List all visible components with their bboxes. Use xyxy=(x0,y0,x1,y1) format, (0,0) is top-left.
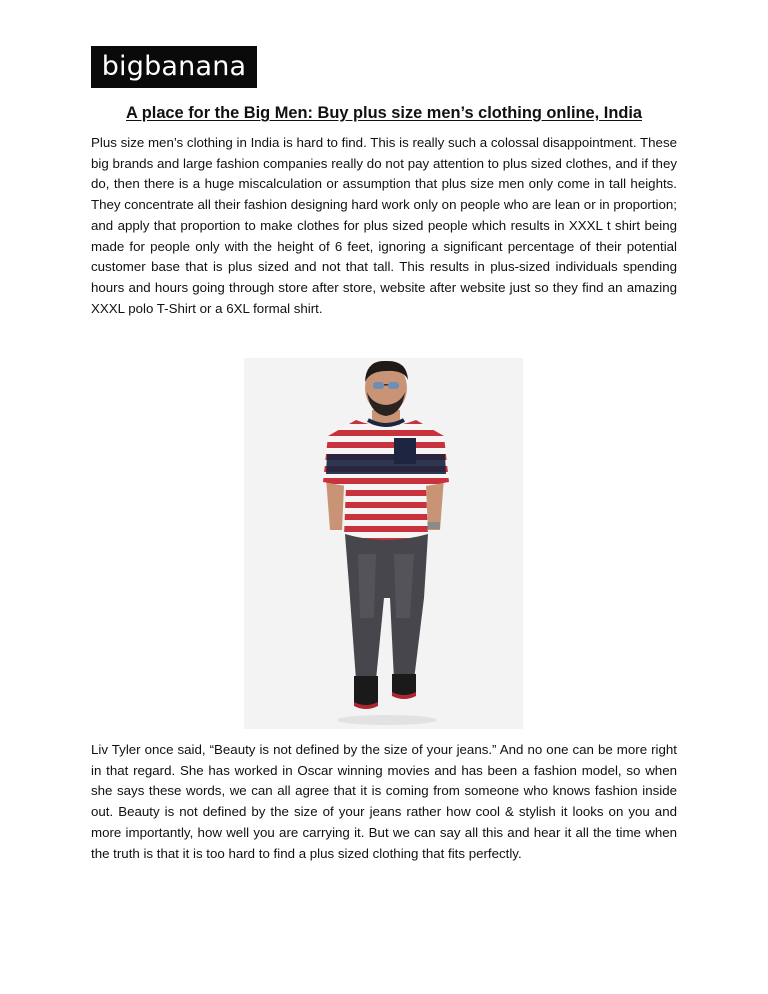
brand-logo[interactable] xyxy=(91,46,257,88)
product-photo xyxy=(244,358,523,729)
article-title: A place for the Big Men: Buy plus size men’s clothing online, India xyxy=(125,104,643,122)
brand-logo-text: bigbanana xyxy=(101,50,247,82)
model-illustration xyxy=(244,358,523,729)
article-paragraph-1: Plus size men’s clothing in India is hard to find. This is really such a colossal disappointment. These big brands and large fashion companies really do not pay attention to plus sized clothes, and if they do, then there is a huge miscalculation or assumption that plus size men only come in tall heights. They concentrate all their fashion designing hard work only on people who are lean or in proportion; and apply that proportion to make clothes for plus sized people which results in XXXL t shirt being made for people only with the height of 6 feet, ignoring a significant percentage of their potential customer base that is plus sized and not that tall. This results in plus-sized individuals spending hours and hours going through store after store, website after website just so they find an amazing XXXL polo T-Shirt or a 6XL formal shirt. xyxy=(91,135,677,316)
article-paragraph-2: Liv Tyler once said, “Beauty is not defined by the size of your jeans.” And no one can be more right in that regard. She has worked in Oscar winning movies and has been a fashion model, so when she says these words, we can all agree that it is coming from someone who knows fashion inside out. Beauty is not defined by the size of your jeans rather how cool & stylish it looks on you and more importantly, how well you are carrying it. But we can say all this and hear it all the time when the truth is that it is too hard to find a plus sized clothing that fits perfectly. xyxy=(91,742,677,861)
